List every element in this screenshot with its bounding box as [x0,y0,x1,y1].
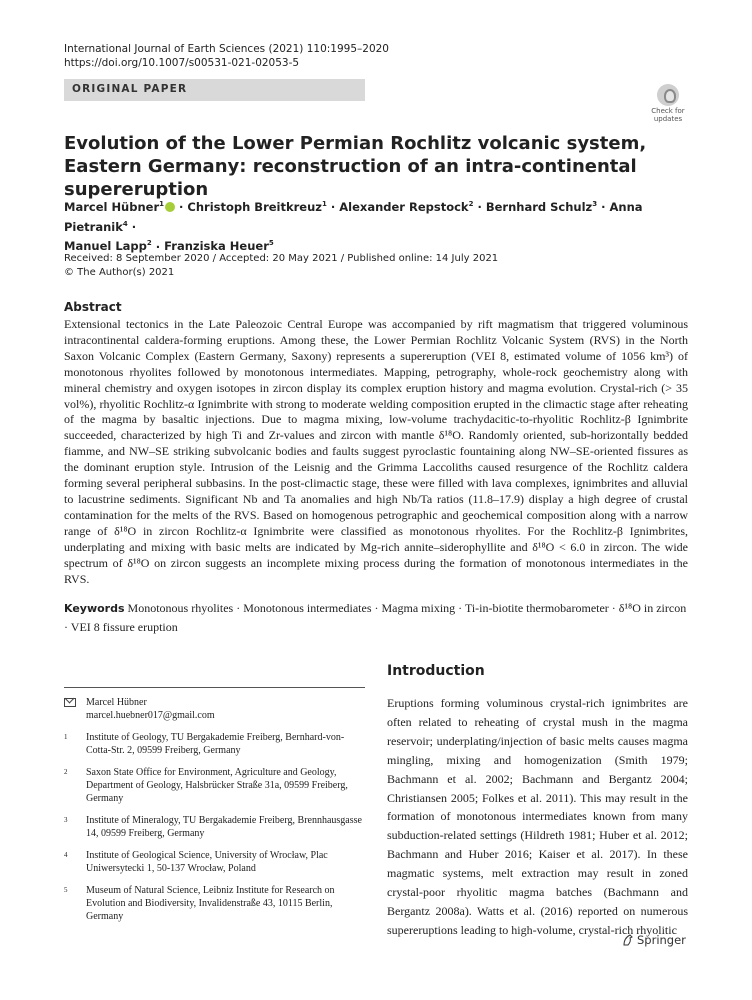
publisher-logo [622,933,686,947]
author-list: Marcel Hübner$^1$ · Christoph Breitkreuz$^1$ · Alexander Repstock$^2$ · Bernhard Schulz$^3$ · Anna Pietranik$^4$ · Manuel Lapp$^2$ · Franziska Heuer$^5$ [64,199,643,254]
footnote-divider [64,687,365,688]
author[interactable]: Marcel Hübner$^1$ [64,199,165,214]
footnotes [64,696,364,932]
introduction-text: Eruptions forming voluminous crystal-rich ignimbrites are often related to reheating of crystal mush in the magma reservoir; underplating/injection of basic melts causes magma mingling, mixing and homogenization (Smith 1979; Bachmann et al. 2002; Bachmann and Bergantz 2004; Christiansen 2005; Folkes et al. 2011). This may result in the formation of monotonous intermediates known from many subduction-related settings (Hildreth 1981; Huber et al. 2012; Bachmann and Huber 2016; Kaiser et al. 2017). In these magmatic systems, melt extraction may result in zoned crystal-poor rhyolitic magma batches (Bachmann and Bergantz 2008a). Watts et al. (2016) reported on numerous supereruptions leading to high-volume, crystal-rich rhyolitic [387,696,688,937]
affiliation-footnote: 5 Museum of Natural Science, Leibniz Institute for Research on Evolution and Biodiversity, Invalidenstraße 43, 10115 Berlin, Germany [64,885,335,922]
keywords-list: Monotonous rhyolites · Monotonous intermediates · Magma mixing · Ti-in-biotite thermobarometer · δ¹⁸O in zircon · VEI 8 fissure eruption [64,601,687,634]
publication-dates [64,252,498,280]
copyright: © The Author(s) 2021 [64,267,175,278]
journal-citation: International Journal of Earth Sciences (2021) 110:1995–2020 [64,43,389,55]
corresponding-author-footnote [64,696,364,722]
abstract-heading: Abstract [64,300,122,314]
abstract-text: Extensional tectonics in the Late Paleozoic Central Europe was accompanied by rift magmatism that triggered voluminous intracontinental caldera-forming eruptions. Among these, the Lower Permian Rochlitz Volcanic System (RVS) in the North Saxon Volcanic Complex (Eastern Germany, Saxony) represents a supereruption (VEI 8, estimated volume of 1056 km³) of monotonous rhyolites followed by monotonous intermediates. Mapping, petrography, whole-rock geochemistry along with mineral chemistry and oxygen isotopes in zircon display its complex eruption history and magma evolution. Crystal-rich (> 35 vol%), rhyolitic Rochlitz-α Ignimbrite with strong to moderate welding composition erupted in the climactic stage after reheating of the magma by basaltic injections. Due to magma mixing, low-volume trachydacitic-to-rhyolitic Rochlitz-β Ignimbrite succeeded, characterized by high Ti and Zr-values and zircon with mantle δ¹⁸O. Randomly oriented, sub-horizontally bedded fiamme, and NW–SE striking subvolcanic bodies and faults suggest pyroclastic fountaining along NW–SE-oriented fissures as the dominant eruption style. Intrusion of the Leisnig and the Grimma Laccoliths caused resurgence of the Rochlitz caldera forming several peripheral subbasins. In the post-climactic stage, these were filled with lava complexes, ignimbrites and alluvial to lacustrine sediments. Significant Nb and Ta anomalies and high Nb/Ta ratios (11.8–17.9) display a high degree of crustal contamination for the melts of the RVS. Based on homogenous petrographic and geochemical composition along with a narrow range of δ¹⁸O in zircon Rochlitz-α Ignimbrite were classified as monotonous rhyolites. For the Rochlitz-β Ignimbrites, underplating and mixing with basic melts are indicated by Mg-rich annite–siderophyllite and δ¹⁸O < 6.0 in zircon. The wide spectrum of δ¹⁸O on zircon suggests an incomplete mixing process during the formation of monotonous intermediates in the RVS. [64,317,688,586]
introduction-heading: Introduction [387,663,485,679]
check-updates-icon [657,84,679,106]
envelope-icon [64,698,76,707]
affiliation-footnote: 3 Institute of Mineralogy, TU Bergakademie Freiberg, Brennhausgasse 14, 09599 Freiberg, Germany [64,815,362,839]
affiliation-text: Institute of Mineralogy, TU Bergakademie Freiberg, Brennhausgasse 14, 09599 Freiberg, Germany [86,815,362,839]
keywords-label: Keywords [64,602,125,615]
article-type-label: ORIGINAL PAPER [72,83,188,95]
doi-link[interactable]: https://doi.org/10.1007/s00531-021-02053-5 [64,57,300,69]
author[interactable]: Franziska Heuer$^5$ [164,239,274,254]
affiliation-text: Institute of Geology, TU Bergakademie Freiberg, Bernhard-von-Cotta-Str. 2, 09599 Freiberg, Germany [86,732,345,756]
author[interactable]: Bernhard Schulz$^3$ [485,199,598,214]
check-updates-text: Check for updates [651,107,685,123]
author[interactable]: Manuel Lapp$^2$ [64,239,152,254]
author[interactable]: Christoph Breitkreuz$^1$ [187,199,327,214]
article-type-banner [64,79,365,101]
author[interactable]: Anna Pietranik$^4$ [64,199,643,234]
affiliation-text: Institute of Geological Science, University of Wrocław, Plac Uniwersytecki 1, 50-137 Wrocław, Poland [86,850,328,874]
affiliation-text: Museum of Natural Science, Leibniz Institute for Research on Evolution and Biodiversity, Invalidenstraße 43, 10115 Berlin, Germany [86,885,335,922]
author[interactable]: Alexander Repstock$^2$ [339,199,474,214]
affiliation-footnote: 4 Institute of Geological Science, University of Wrocław, Plac Uniwersytecki 1, 50-137 Wrocław, Poland [64,850,328,874]
check-for-updates-badge[interactable] [648,84,688,124]
paper-title: Evolution of the Lower Permian Rochlitz volcanic system, Eastern Germany: reconstruction of an intra-continental supereruption [64,133,647,200]
keywords [64,599,688,636]
affiliation-footnote: 2 Saxon State Office for Environment, Agriculture and Geology, Department of Geology, Halsbrücker Straße 31a, 09599 Freiberg, Germany [64,767,348,804]
springer-horse-icon [622,934,634,946]
journal-header [64,42,389,70]
history-dates: Received: 8 September 2020 / Accepted: 20 May 2021 / Published online: 14 July 2021 [64,253,499,264]
affiliation-text: Saxon State Office for Environment, Agriculture and Geology, Department of Geology, Halsbrücker Straße 31a, 09599 Freiberg, Germany [86,767,348,804]
orcid-icon[interactable] [165,202,175,212]
publisher-name: Springer [637,933,686,947]
corresponding-author[interactable]: Marcel Hübner marcel.huebner017@gmail.com [86,697,215,721]
affiliation-footnote: 1 Institute of Geology, TU Bergakademie Freiberg, Bernhard-von-Cotta-Str. 2, 09599 Freiberg, Germany [64,732,345,756]
